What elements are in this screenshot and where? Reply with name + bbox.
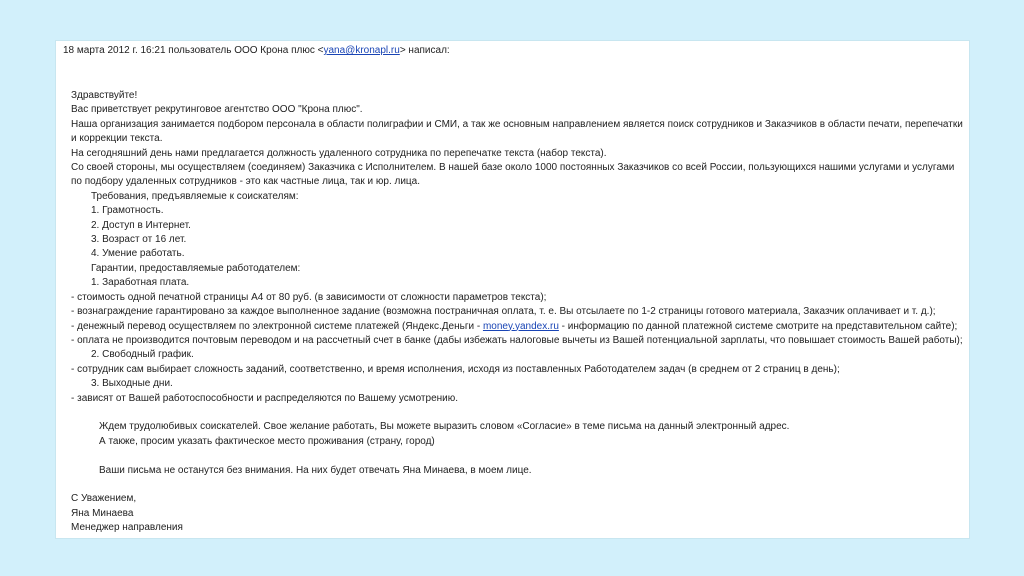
paragraph-position: На сегодняшний день нами предлагается должность удаленного сотрудника по перепечатке текста (набор текста). <box>71 147 607 159</box>
guarantee-detail: - зависят от Вашей работоспособности и распределяются по Вашему усмотрению. <box>71 392 459 404</box>
paragraph-organization: Наша организация занимается подбором персонала в области полиграфии и СМИ, а так же основным направлением является поиск сотрудников и Заказчиков в области печати, перепечатки и коррекции текста. <box>71 118 963 145</box>
requirement-item: 4. Умение работать. <box>91 248 185 260</box>
yandex-money-link[interactable]: money.yandex.ru <box>482 320 559 332</box>
signature-name: Яна Минаева <box>71 507 134 519</box>
guarantee-item: 3. Выходные дни. <box>91 378 173 390</box>
email-body <box>71 89 964 536</box>
closing-text: Ваши письма не останутся без внимания. На них будет отвечать Яна Минаева, в моем лице. <box>99 464 532 476</box>
signature-title: Менеджер направления <box>71 522 183 534</box>
guarantee-item: 2. Свободный график. <box>91 349 194 361</box>
spacer <box>71 478 964 492</box>
guarantee-detail: - вознаграждение гарантировано за каждое выполненное задание (возможна постраничная оплата, т. е. Вы отсылаете по 1-2 страницы готового материала, Заказчик оплачивает и т. д.); <box>71 306 936 318</box>
greeting: Здравствуйте! <box>71 90 138 101</box>
email-message <box>55 40 970 539</box>
paragraph-service: Со своей стороны, мы осуществляем (соединяем) Заказчика с Исполнителем. В нашей базе около 1000 постоянных Заказчиков со всей России, пользующихся нашими услугами и услугами по подбору удаленных сотрудников - это как частные лица, так и юр. лица. <box>71 162 955 188</box>
requirement-item: 2. Доступ в Интернет. <box>91 219 191 231</box>
closing-text: Ждем трудолюбивых соискателей. Свое желание работать, Вы можете выразить словом «Согласие» в теме письма на данный электронный адрес. <box>99 421 790 433</box>
spacer <box>71 406 964 420</box>
payment-text: - денежный перевод осуществляем по электронной системе платежей (Яндекс.Деньги - <box>71 320 483 332</box>
guarantees-title: Гарантии, предоставляемые работодателем: <box>91 262 301 274</box>
requirement-item: 1. Грамотность. <box>91 205 164 217</box>
email-header <box>63 44 450 58</box>
sender-email-link[interactable]: yana@kronapl.ru <box>323 45 400 56</box>
payment-text-end: - информацию по данной платежной системе смотрите на представительном сайте); <box>558 320 958 332</box>
header-suffix: > написал: <box>399 45 450 56</box>
guarantee-detail: - сотрудник сам выбирает сложность заданий, соответственно, и время исполнения, исходя из поставленных Работодателем задач (в среднем от 2 страниц в день); <box>71 363 840 375</box>
header-text: 18 марта 2012 г. 16:21 пользователь ООО Крона плюс < <box>63 45 324 56</box>
guarantee-item: 1. Заработная плата. <box>91 277 190 289</box>
guarantee-detail-payment <box>71 320 964 334</box>
spacer <box>71 449 964 463</box>
signature-line: С Уважением, <box>71 493 137 505</box>
guarantee-detail: - оплата не производится почтовым переводом и на рассчетный счет в банке (дабы избежать налоговые вычеты из Вашей потенциальной зарплаты, что повышает стоимость Вашей работы); <box>71 334 963 346</box>
requirement-item: 3. Возраст от 16 лет. <box>91 234 187 246</box>
requirements-title: Требования, предъявляемые к соискателям: <box>91 190 299 202</box>
guarantee-detail: - стоимость одной печатной страницы А4 от 80 руб. (в зависимости от сложности параметров текста); <box>71 291 547 303</box>
paragraph-intro: Вас приветствует рекрутинговое агентство ООО "Крона плюс". <box>71 104 363 116</box>
closing-text: А также, просим указать фактическое место проживания (страну, город) <box>99 435 435 447</box>
